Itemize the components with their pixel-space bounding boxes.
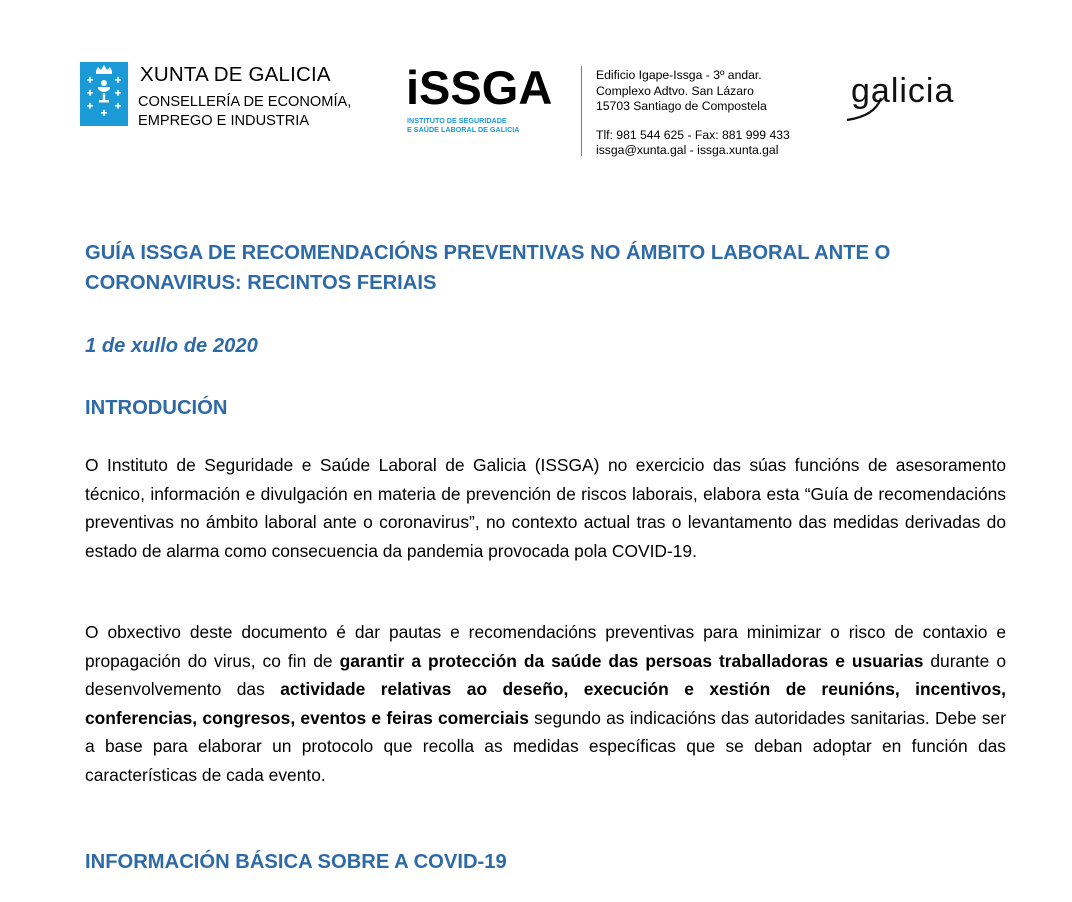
contact-block	[596, 68, 790, 159]
svg-text:galicia: galicia	[851, 72, 955, 110]
xunta-department-line2: EMPREGO E INDUSTRIA	[138, 113, 310, 129]
objective-bold-1: garantir a protección da saúde das persoas traballadoras e usuarias	[339, 650, 924, 671]
email-web-line: issga@xunta.gal - issga.xunta.gal	[596, 143, 779, 157]
document-title: GUÍA ISSGA DE RECOMENDACIÓNS PREVENTIVAS NO ÁMBITO LABORAL ANTE O CORONAVIRUS: RECINTOS FERIAIS	[85, 242, 891, 294]
address-line1: Edificio Igape-Issga - 3º andar.	[596, 68, 762, 82]
issga-logo: iSSGA	[406, 61, 553, 114]
objective-text-2: durante o desenvolvemento das	[85, 650, 1007, 699]
objective-text-3: segundo as indicacións das autoridades sanitarias. Debe ser a base para elaborar un protocolo que recolla as medidas específicas que se deban adoptar en función das características de cada evento.	[85, 707, 1006, 785]
objective-text-1: O obxectivo deste documento é dar pautas e recomendacións preventivas para minimizar o risco de contaxio e propagación do virus, co fin de	[85, 622, 1006, 671]
issga-subtitle-line1: INSTITUTO DE SEGURIDADE	[407, 116, 507, 125]
xunta-title: XUNTA DE GALICIA	[140, 63, 331, 86]
document-date: 1 de xullo de 2020	[85, 335, 258, 357]
address-line2: Complexo Adtvo. San Lázaro	[596, 83, 754, 98]
objective-bold-2: actividade relativas ao deseño, execución e xestión de reunións, incentivos, conferencias, congresos, eventos e feiras comerciais	[85, 679, 1006, 728]
section-heading-covid: INFORMACIÓN BÁSICA SOBRE A COVID-19	[85, 851, 507, 873]
header-divider	[581, 66, 582, 156]
xunta-department-line1: CONSELLERÍA DE ECONOMÍA,	[138, 94, 352, 110]
intro-paragraph: O Instituto de Seguridade e Saúde Laboral de Galicia (ISSGA) no exercicio das súas funcións de asesoramento técnico, información e divulgación en materia de prevención de riscos laborais, elabora esta “Guía de recomendacións preventivas no ámbito laboral ante o coronavirus”, no contexto actual tras o levantamento das medidas derivadas do estado de alarma como consecuencia da pandemia provocada pola COVID-19.	[85, 455, 1006, 561]
phone-fax-line: Tlf: 981 544 625 - Fax: 881 999 433	[596, 127, 790, 142]
issga-subtitle-line2: E SAÚDE LABORAL DE GALICIA	[407, 125, 520, 134]
xunta-department	[138, 93, 351, 131]
galicia-logo	[845, 64, 1015, 133]
section-heading-introduction: INTRODUCIÓN	[85, 397, 228, 419]
address-line3: 15703 Santiago de Compostela	[596, 99, 767, 113]
issga-subtitle	[407, 116, 519, 134]
objective-paragraph	[85, 618, 1006, 789]
xunta-shield-icon	[80, 62, 128, 126]
